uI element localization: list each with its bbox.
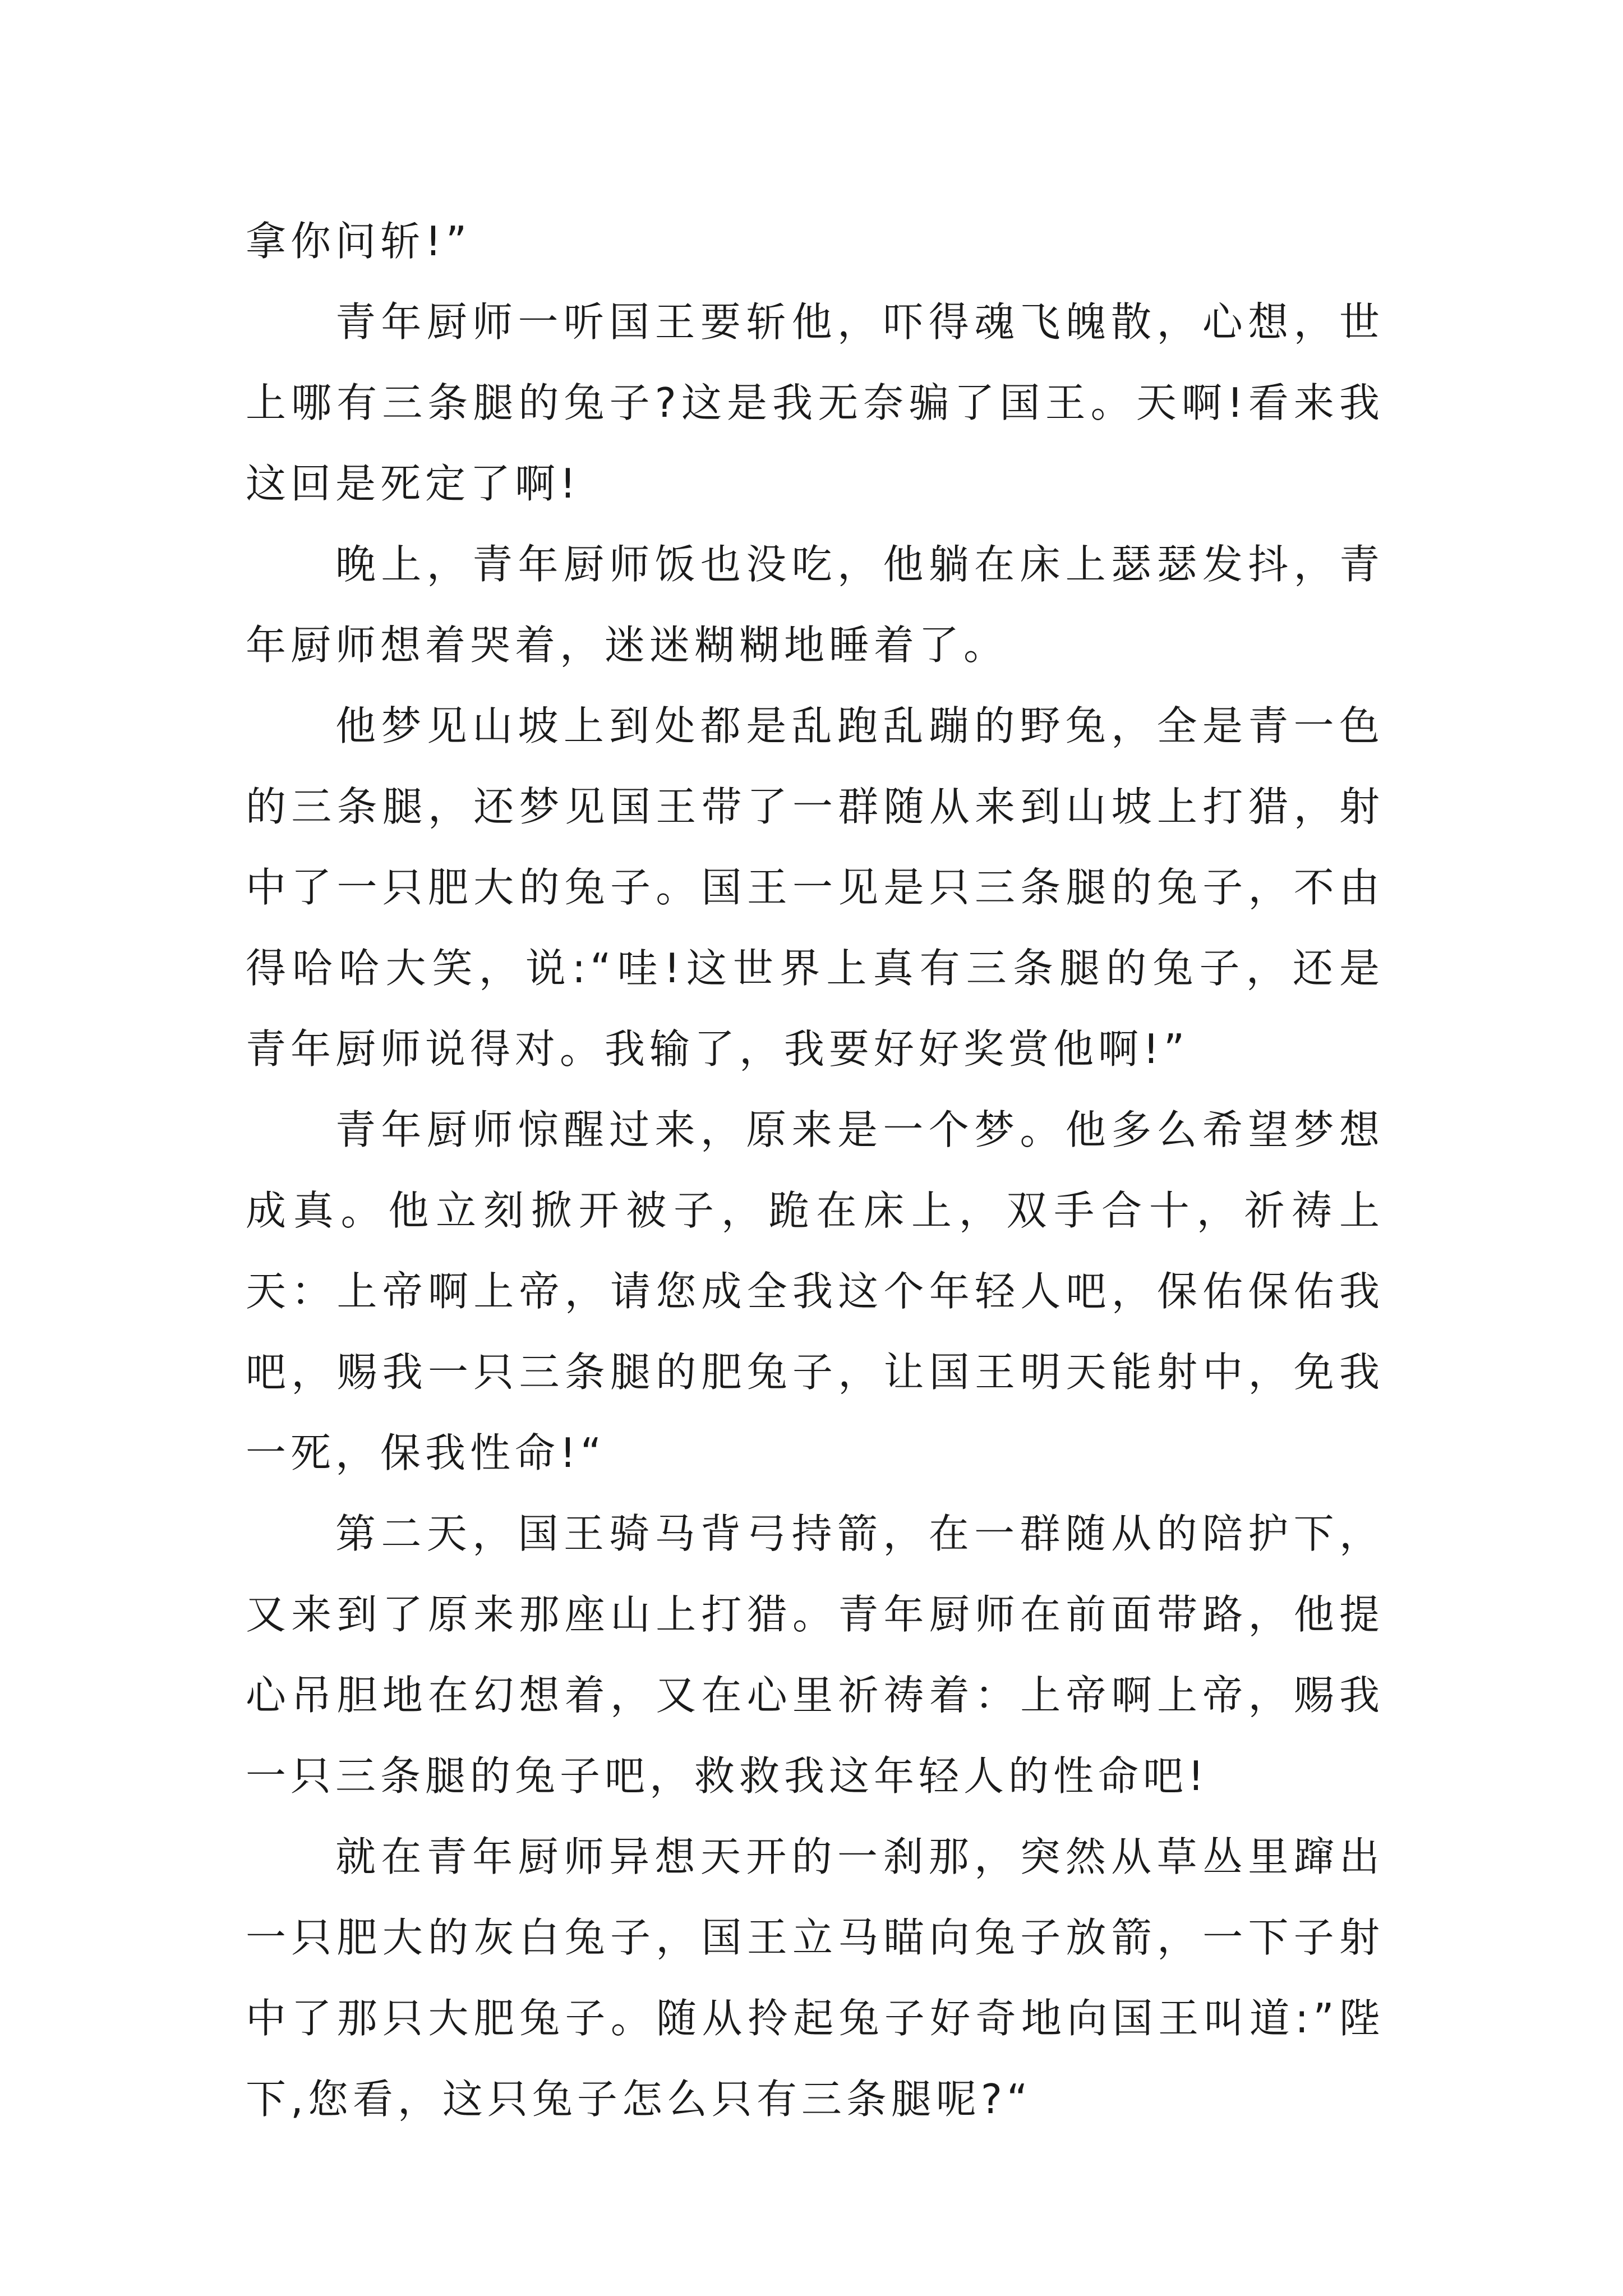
paragraph: 晚上，青年厨师饭也没吃，他躺在床上瑟瑟发抖，青年厨师想着哭着，迷迷糊糊地睡着了。 [246, 541, 1384, 669]
paragraph: 青年厨师惊醒过来，原来是一个梦。他多么希望梦想成真。他立刻掀开被子，跪在床上，双手合十，祈祷上天：上帝啊上帝，请您成全我这个年轻人吧，保佑保佑我吧，赐我一只三条腿的肥兔子，让国王明天能射中，免我一死，保我性命!“ [246, 1106, 1384, 1476]
document-body [246, 201, 1384, 2139]
paragraph: 他梦见山坡上到处都是乱跑乱蹦的野兔，全是青一色的三条腿，还梦见国王带了一群随从来到山坡上打猎，射中了一只肥大的兔子。国王一见是只三条腿的兔子，不由得哈哈大笑，说:“哇!这世界上真有三条腿的兔子，还是青年厨师说得对。我输了，我要好好奖赏他啊!” [246, 702, 1384, 1073]
paragraph: 青年厨师一听国王要斩他，吓得魂飞魄散，心想，世上哪有三条腿的兔子?这是我无奈骗了国王。天啊!看来我这回是死定了啊! [246, 298, 1384, 507]
paragraph: 第二天，国王骑马背弓持箭，在一群随从的陪护下，又来到了原来那座山上打猎。青年厨师在前面带路，他提心吊胆地在幻想着，又在心里祈祷着：上帝啊上帝，赐我一只三条腿的兔子吧，救救我这年轻人的性命吧! [246, 1510, 1384, 1800]
paragraph: 就在青年厨师异想天开的一刹那，突然从草丛里蹿出一只肥大的灰白兔子，国王立马瞄向兔子放箭，一下子射中了那只大肥兔子。随从拎起兔子好奇地向国王叫道:”陛下,您看，这只兔子怎么只有三条腿呢?“ [246, 1833, 1384, 2123]
paragraph: 拿你问斩!” [246, 218, 472, 265]
